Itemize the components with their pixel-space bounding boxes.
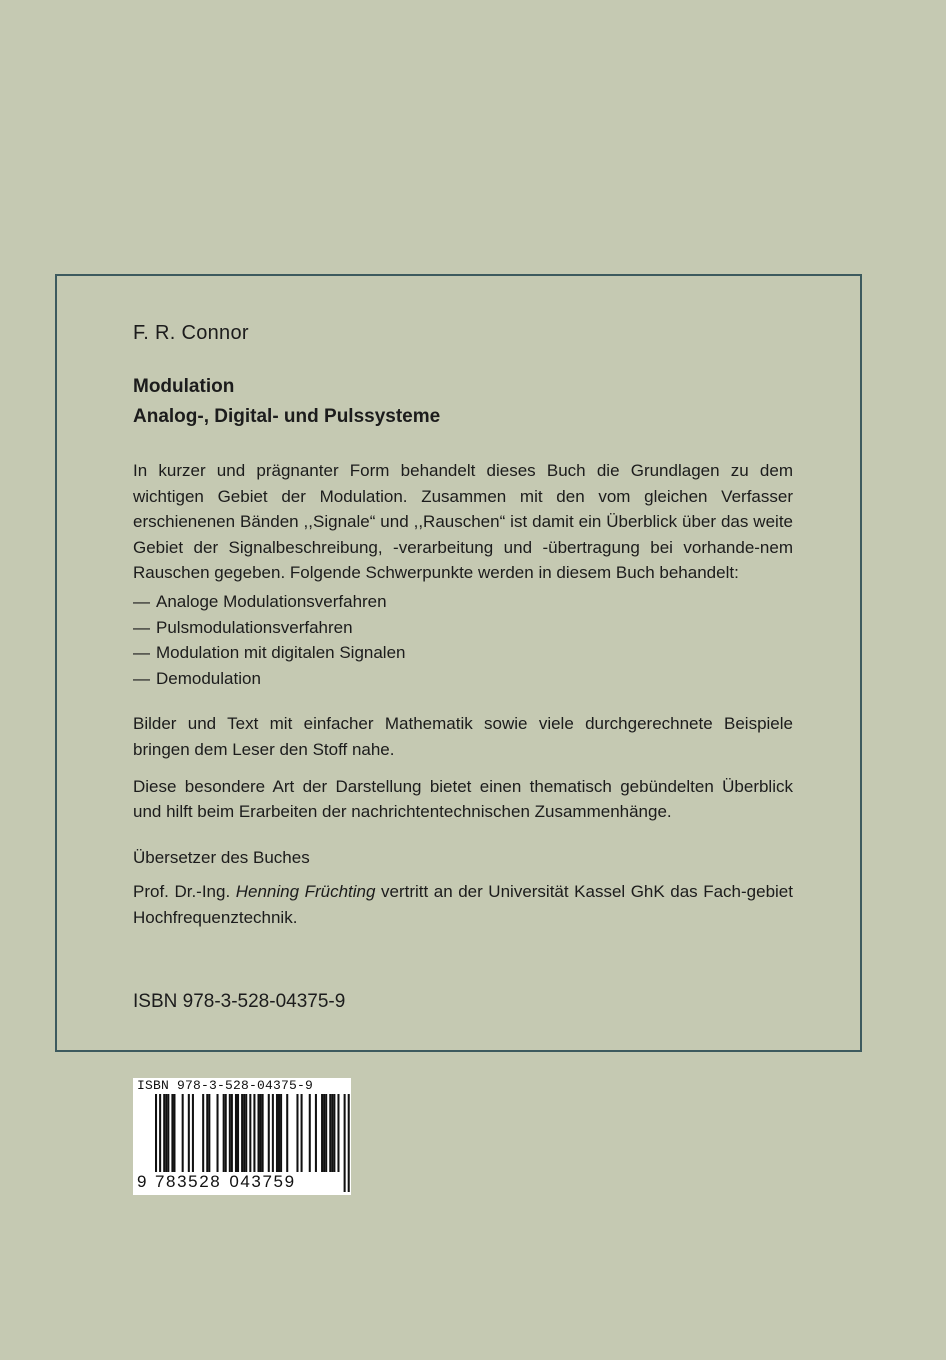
barcode-bar (337, 1094, 339, 1172)
barcode-bar (245, 1094, 247, 1172)
barcode-bar (229, 1094, 231, 1172)
list-dash: — (133, 668, 150, 688)
list-item (133, 589, 793, 615)
intro-paragraph: In kurzer und prägnanter Form behandelt dieses Buch die Grundlagen zu dem wichtigen Gebiet der Modulation. Zusammen mit den vom gleichen Verfasser erschienenen Bänden ,,Signale“ und ,,Rauschen“ ist damit ein Überblick über das weite Gebiet der Signalbeschreibung, -verarbeitung und -übertragung bei vorhande-nem Rauschen gegeben. Folgende Schwerpunkte werden in diesem Buch behandelt: (133, 461, 793, 583)
barcode-bar (309, 1094, 311, 1172)
list-item (133, 640, 793, 666)
translator-heading: Übersetzer des Buches (133, 847, 310, 867)
list-dash: — (133, 617, 150, 637)
topics-list (133, 589, 793, 691)
isbn-barcode (133, 1078, 351, 1195)
list-item-label: Pulsmodulationsverfahren (156, 617, 353, 637)
list-dash: — (133, 591, 150, 611)
translator-suffix: vertritt an der Universität Kassel GhK das Fach-gebiet Hochfrequenztechnik. (133, 882, 793, 927)
barcode-digits (137, 1172, 296, 1192)
barcode-right-group: 043759 (229, 1172, 296, 1191)
barcode-bar (237, 1094, 239, 1172)
barcode-left-group: 783528 (155, 1172, 222, 1191)
barcode-bar (165, 1094, 167, 1172)
list-item-label: Analoge Modulationsverfahren (156, 591, 387, 611)
barcode-bar (208, 1094, 210, 1172)
barcode-bar (167, 1094, 169, 1172)
book-subtitle: Analog-, Digital- und Pulssysteme (133, 406, 441, 427)
list-item (133, 615, 793, 641)
barcode-bar (202, 1094, 204, 1172)
barcode-top-text: ISBN 978-3-528-04375-9 (137, 1078, 314, 1093)
barcode-bar (258, 1094, 260, 1172)
barcode-bar (331, 1094, 333, 1172)
barcode-bar (188, 1094, 190, 1172)
list-dash: — (133, 643, 150, 663)
barcode-bar (235, 1094, 237, 1172)
translator-paragraph (133, 879, 793, 930)
barcode-bar (241, 1094, 243, 1172)
book-title: Modulation (133, 376, 235, 397)
barcode-bar (163, 1094, 165, 1172)
barcode-bar (243, 1094, 245, 1172)
translator-name: Henning Früchting (235, 882, 376, 902)
barcode-bar (344, 1094, 346, 1192)
barcode-bar (260, 1094, 262, 1172)
barcode-bar (286, 1094, 288, 1172)
barcode-bar (296, 1094, 298, 1172)
barcode-bar (192, 1094, 194, 1172)
isbn-text: ISBN 978-3-528-04375-9 (133, 991, 346, 1012)
barcode-bar (276, 1094, 278, 1172)
barcode-bar (278, 1094, 280, 1172)
list-item-label: Demodulation (156, 668, 261, 688)
barcode-bar (280, 1094, 282, 1172)
barcode-bar (329, 1094, 331, 1172)
barcode-bar (272, 1094, 274, 1172)
barcode-bar (173, 1094, 175, 1172)
list-item-label: Modulation mit digitalen Signalen (156, 643, 406, 663)
barcode-bar (348, 1094, 350, 1192)
barcode-bar (231, 1094, 233, 1172)
barcode-bar (268, 1094, 270, 1172)
barcode-bar (315, 1094, 317, 1172)
back-cover-text (133, 318, 793, 931)
overview-paragraph: Diese besondere Art der Darstellung bietet einen thematisch gebündelten Überblick und hilft beim Erarbeiten der nachrichtentechnischen Zusammenhänge. (133, 776, 793, 822)
barcode-bar (333, 1094, 335, 1172)
barcode-bar (217, 1094, 219, 1172)
barcode-bar (182, 1094, 184, 1172)
barcode-bar (301, 1094, 303, 1172)
barcode-bar (206, 1094, 208, 1172)
barcode-first-digit: 9 (137, 1172, 147, 1191)
barcode-bar (323, 1094, 325, 1172)
list-item (133, 666, 793, 692)
barcode-bar (262, 1094, 264, 1172)
barcode-bar (223, 1094, 225, 1172)
translator-prefix: Prof. Dr.-Ing. (133, 882, 236, 902)
didactic-paragraph: Bilder und Text mit einfacher Mathematik sowie viele durchgerechnete Beispiele bringen dem Leser den Stoff nahe. (133, 714, 793, 759)
barcode-bar (325, 1094, 327, 1172)
barcode-bar (171, 1094, 173, 1172)
barcode-bar (321, 1094, 323, 1172)
author-name: F. R. Connor (133, 322, 249, 344)
barcode-bar (225, 1094, 227, 1172)
